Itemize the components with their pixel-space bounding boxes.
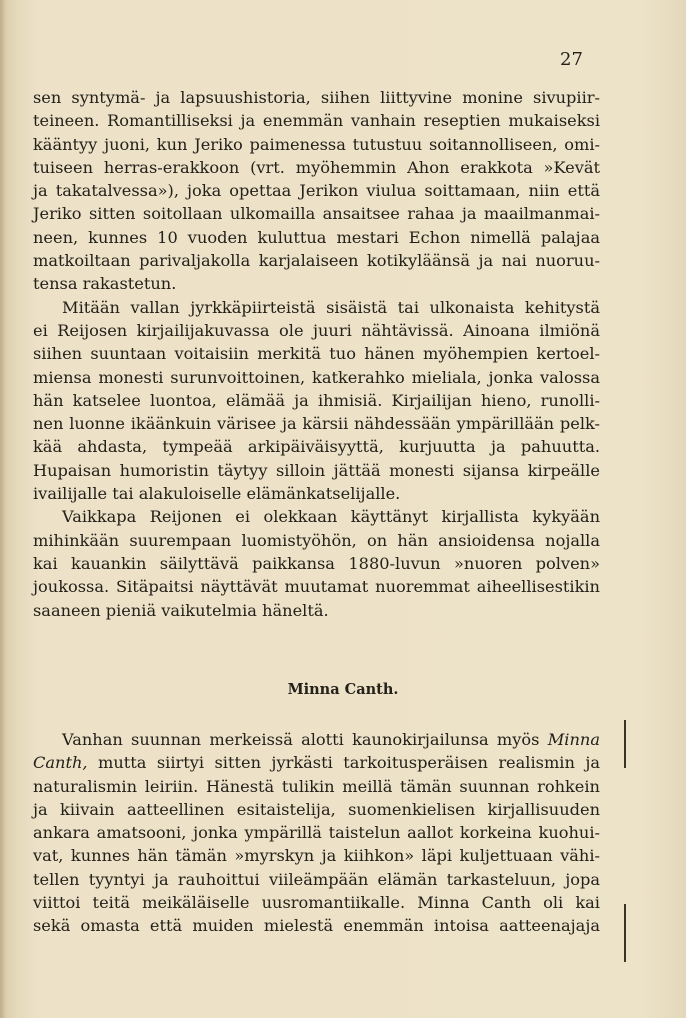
text-line: joukossa. Sitäpaitsi näyttävät muutamat nuoremmat aiheellisestikin bbox=[33, 577, 600, 597]
text-line: saaneen pieniä vaikutelmia häneltä. bbox=[33, 600, 329, 620]
text-span: mutta siirtyi sitten jyrkästi tarkoitusperäisen realismin ja bbox=[97, 753, 600, 773]
paragraph-2 bbox=[33, 296, 600, 506]
text-line: neen, kunnes 10 vuoden kuluttua mestari Echon nimellä palajaa bbox=[33, 227, 600, 247]
page-edge-shadow bbox=[0, 0, 6, 1018]
text-line: tuiseen herras-erakkoon (vrt. myöhemmin Ahon erakkota »Kevät bbox=[33, 157, 600, 177]
author-name: Minna bbox=[547, 730, 600, 749]
author-name: Canth, bbox=[33, 753, 88, 773]
paragraph-4 bbox=[33, 728, 600, 938]
body-text-bottom bbox=[33, 728, 600, 938]
text-line: ei Reijosen kirjailijakuvassa ole juuri nähtävissä. Ainoana ilmiönä bbox=[33, 320, 600, 340]
text-line: sen syntymä- ja lapsuushistoria, siihen liittyvine monine sivupiir- bbox=[33, 88, 600, 107]
text-line: Jeriko sitten soitollaan ulkomailla ansaitsee rahaa ja maailmanmai- bbox=[33, 204, 600, 224]
text-line: Hupaisan humoristin täytyy silloin jättää monesti sijansa kirpeälle bbox=[33, 460, 600, 480]
margin-pencil-mark bbox=[624, 904, 626, 962]
section-heading: Minna Canth. bbox=[287, 681, 399, 698]
margin-pencil-mark bbox=[624, 720, 626, 768]
text-line: viittoi teitä meikäläiselle uusromantiikalle. Minna Canth oli kai bbox=[33, 893, 600, 913]
text-line: kääntyy juoni, kun Jeriko paimenessa tutustuu soitannolliseen, omi- bbox=[33, 134, 600, 154]
text-line: ankara amatsooni, jonka ympärillä taistelun aallot korkeina kuohui- bbox=[33, 823, 600, 843]
text-line: tellen tyyntyi ja rauhoittui viileämpään elämän tarkasteluun, jopa bbox=[33, 869, 600, 889]
paragraph-1 bbox=[33, 86, 600, 296]
text-line: Mitään vallan jyrkkäpiirteistä sisäistä tai ulkonaista kehitystä bbox=[62, 297, 600, 317]
text-line: siihen suuntaan voitaisiin merkitä tuo hänen myöhempien kertoel- bbox=[33, 344, 600, 364]
text-line: ja takatalvessa»), joka opettaa Jerikon viulua soittamaan, niin että bbox=[33, 181, 600, 201]
text-line bbox=[33, 728, 600, 751]
text-line: vat, kunnes hän tämän »myrskyn ja kiihkon» läpi kuljettuaan vähi- bbox=[33, 846, 600, 866]
text-line: ja kiivain aatteellinen esitaistelija, suomenkielisen kirjallisuuden bbox=[33, 799, 600, 819]
text-line: kai kauankin säilyttävä paikkansa 1880-luvun »nuoren polven» bbox=[33, 553, 600, 573]
text-line: kää ahdasta, tympeää arkipäiväisyyttä, kurjuutta ja pahuutta. bbox=[33, 437, 600, 457]
text-line: matkoiltaan parivaljakolla karjalaiseen kotikyläänsä ja nai nuoruu- bbox=[33, 251, 600, 271]
text-line: naturalismin leiriin. Hänestä tulikin meillä tämän suunnan rohkein bbox=[33, 776, 600, 796]
body-text-top bbox=[33, 86, 600, 622]
text-line: hän katselee luontoa, elämää ja ihmisiä. Kirjailijan hieno, runolli- bbox=[33, 390, 600, 410]
text-line: ivailijalle tai alakuloiselle elämänkatselijalle. bbox=[33, 484, 401, 504]
text-line: tensa rakastetun. bbox=[33, 274, 177, 294]
paragraph-3 bbox=[33, 505, 600, 621]
text-line: nen luonne ikäänkuin värisee ja kärsii nähdessään ympärillään pelk- bbox=[33, 414, 600, 434]
text-line: mihinkään suurempaan luomistyöhön, on hän ansioidensa nojalla bbox=[33, 530, 600, 550]
text-line bbox=[33, 751, 600, 774]
text-line: Vaikkapa Reijonen ei olekkaan käyttänyt kirjallista kykyään bbox=[62, 507, 600, 527]
text-span: Vanhan suunnan merkeissä alotti kaunokirjailunsa myös bbox=[62, 730, 540, 749]
text-line: miensa monesti surunvoittoinen, katkerahko mieliala, jonka valossa bbox=[33, 367, 600, 387]
page-number: 27 bbox=[560, 49, 583, 70]
text-line: sekä omasta että muiden mielestä enemmän intoisa aatteenajaja bbox=[33, 916, 600, 936]
text-line: teineen. Romantilliseksi ja enemmän vanhain reseptien mukaiseksi bbox=[33, 111, 600, 131]
